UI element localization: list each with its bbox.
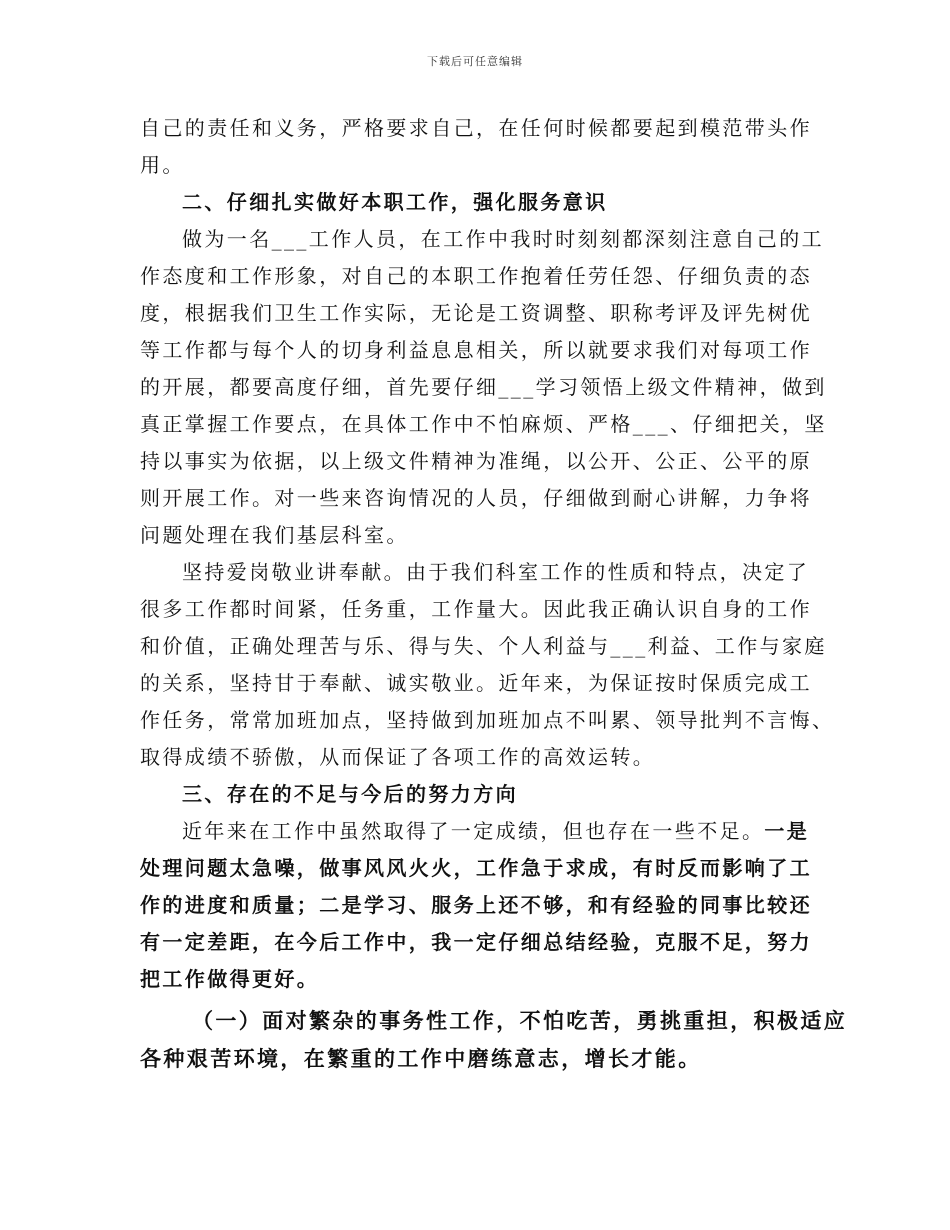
subsection-heading-cont: 各种艰苦环境，在繁重的工作中磨练意志，增长才能。 — [140, 1046, 702, 1071]
paragraph-line: 度，根据我们卫生工作实际，无论是工资调整、职称考评及评先树优 — [140, 301, 812, 325]
paragraph-line: 自己的责任和义务，严格要求自己，在任何时候都要起到模范带头作 — [140, 116, 812, 140]
paragraph-line: 的开展，都要高度仔细，首先要仔细___学习领悟上级文件精神，做到 — [140, 375, 827, 399]
section-heading-2: 二、仔细扎实做好本职工作，强化服务意识 — [182, 190, 608, 214]
section-heading-3: 三、存在的不足与今后的努力方向 — [182, 782, 518, 806]
paragraph-line: 等工作都与每个人的切身利益息息相关，所以就要求我们对每项工作 — [140, 338, 812, 362]
paragraph-line-bold: 有一定差距，在今后工作中，我一定仔细总结经验，克服不足，努力 — [140, 930, 812, 954]
paragraph-line: 坚持爱岗敬业讲奉献。由于我们科室工作的性质和特点，决定了 — [182, 560, 810, 584]
paragraph-line: 做为一名___工作人员，在工作中我时时刻刻都深刻注意自己的工 — [182, 227, 824, 251]
paragraph-line: 的关系，坚持甘于奉献、诚实敬业。近年来，为保证按时保质完成工 — [140, 671, 812, 695]
paragraph-line: 持以事实为依据，以上级文件精神为准绳，以公开、公正、公平的原 — [140, 449, 812, 473]
paragraph-line-bold: 把工作做得更好。 — [140, 967, 320, 991]
document-body — [140, 110, 848, 1078]
paragraph-line-bold: 作的进度和质量；二是学习、服务上还不够，和有经验的同事比较还 — [140, 893, 812, 917]
bold-text: 一是 — [764, 819, 810, 843]
paragraph-line: 真正掌握工作要点，在具体工作中不怕麻烦、严格___、仔细把关，坚 — [140, 412, 827, 436]
paragraph-line: 作任务，常常加班加点，坚持做到加班加点不叫累、领导批判不言悔、 — [140, 708, 835, 732]
paragraph-line-bold: 处理问题太急噪，做事风风火火，工作急于求成，有时反而影响了工 — [140, 856, 812, 880]
page-header: 下载后可任意编辑 — [427, 55, 523, 68]
normal-text: 近年来在工作中虽然取得了一定成绩，但也存在一些不足。 — [182, 819, 765, 843]
paragraph-line: 和价值，正确处理苦与乐、得与失、个人利益与___利益、工作与家庭 — [140, 634, 827, 658]
paragraph-line: 用。 — [140, 153, 185, 177]
subsection-heading: （一）面对繁杂的事务性工作，不怕吃苦，勇挑重担，积极适应 — [192, 1008, 848, 1033]
paragraph-line: 很多工作都时间紧，任务重，工作量大。因此我正确认识自身的工作 — [140, 597, 812, 621]
paragraph-line: 作态度和工作形象，对自己的本职工作抱着任劳任怨、仔细负责的态 — [140, 264, 812, 288]
paragraph-line: 则开展工作。对一些来咨询情况的人员，仔细做到耐心讲解，力争将 — [140, 486, 812, 510]
paragraph-line-mixed — [140, 813, 812, 850]
paragraph-line: 问题处理在我们基层科室。 — [140, 523, 409, 547]
paragraph-line: 取得成绩不骄傲，从而保证了各项工作的高效运转。 — [140, 745, 656, 769]
